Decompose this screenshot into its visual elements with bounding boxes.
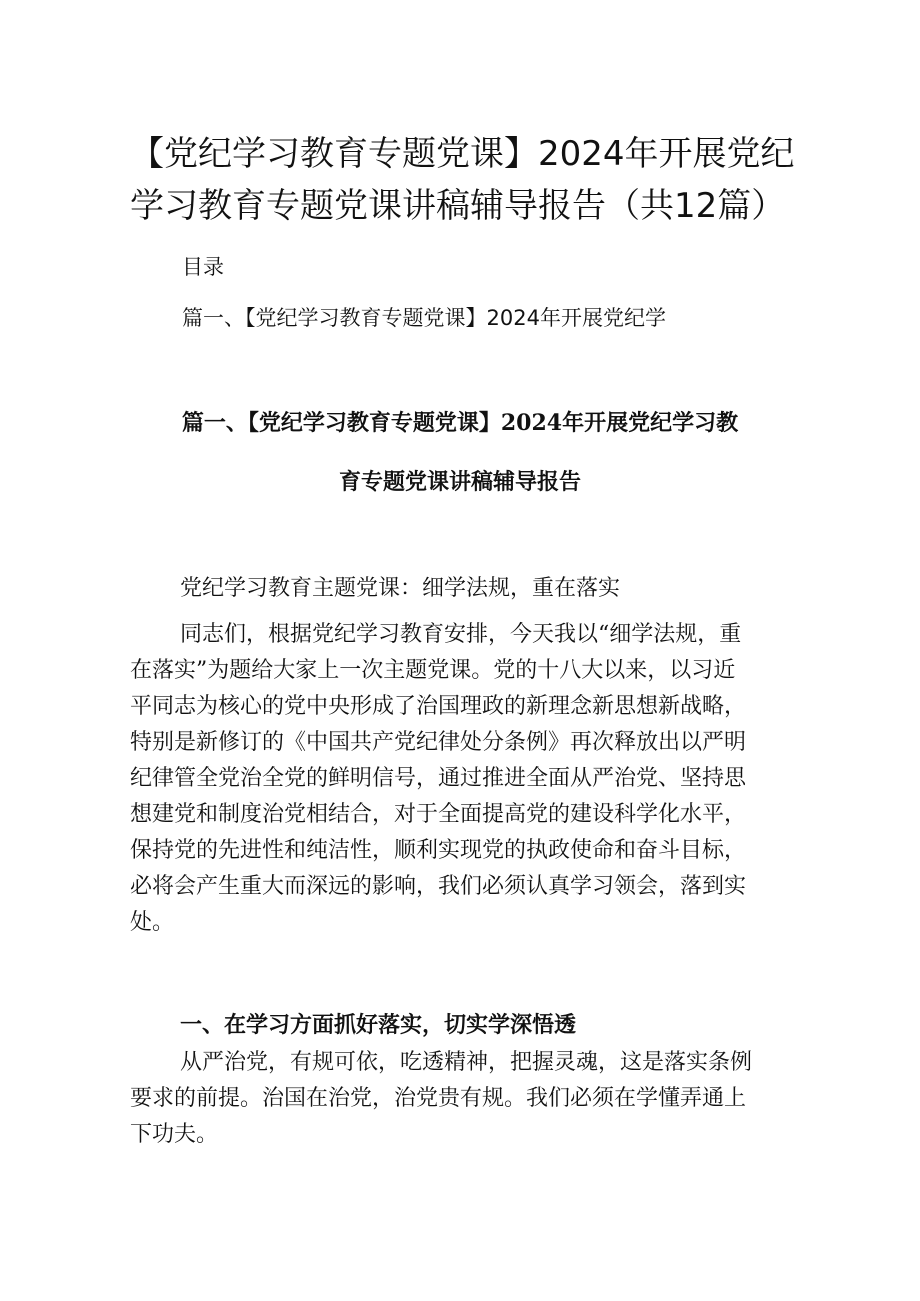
paragraph-1-line: 必将会产生重大而深远的影响，我们必须认真学习领会，落到实: [130, 874, 747, 899]
paragraph-1-line: 特别是新修订的《中国共产党纪律处分条例》再次释放出以严明: [130, 730, 747, 755]
section-heading-1: 一、在学习方面抓好落实，切实学深悟透: [180, 1012, 577, 1038]
paragraph-2-line: 从严治党，有规可依，吃透精神，把握灵魂，这是落实条例: [180, 1050, 753, 1075]
paragraph-1-line: 处。: [130, 910, 175, 935]
section-title-line-1: 篇一、【党纪学习教育专题党课】2024年开展党纪学习教: [181, 410, 739, 436]
document-title-line-2: 学习教育专题党课讲稿辅导报告（共12篇）: [130, 186, 786, 226]
document-title: [130, 128, 795, 232]
toc-heading: 目录: [182, 255, 224, 279]
document-title-line-1: 【党纪学习教育专题党课】2024年开展党纪: [130, 134, 795, 174]
paragraph-1-line: 纪律管全党治全党的鲜明信号，通过推进全面从严治党、坚持思: [130, 766, 747, 791]
paragraph-1: [130, 617, 790, 941]
toc-item-1[interactable]: 篇一、【党纪学习教育专题党课】2024年开展党纪学: [182, 306, 666, 330]
paragraph-2-line: 下功夫。: [130, 1122, 219, 1147]
section-title-line-2: 育专题党课讲稿辅导报告: [338, 469, 581, 495]
lecture-subtitle: [130, 571, 840, 607]
paragraph-2-line: 要求的前提。治国在治党，治党贵有规。我们必须在学懂弄通上: [130, 1086, 747, 1111]
paragraph-1-line: 平同志为核心的党中央形成了治国理政的新理念新思想新战略，: [130, 694, 747, 719]
paragraph-1-line: 想建党和制度治党相结合，对于全面提高党的建设科学化水平，: [130, 802, 747, 827]
lecture-subtitle-text: 党纪学习教育主题党课：细学法规，重在落实: [180, 576, 621, 601]
paragraph-1-line: 保持党的先进性和纯洁性，顺利实现党的执政使命和奋斗目标，: [130, 838, 747, 863]
paragraph-1-line: 在落实”为题给大家上一次主题党课。党的十八大以来，以习近: [130, 658, 736, 683]
paragraph-2: [130, 1045, 790, 1153]
paragraph-1-line: 同志们，根据党纪学习教育安排，今天我以“细学法规，重: [180, 622, 742, 647]
